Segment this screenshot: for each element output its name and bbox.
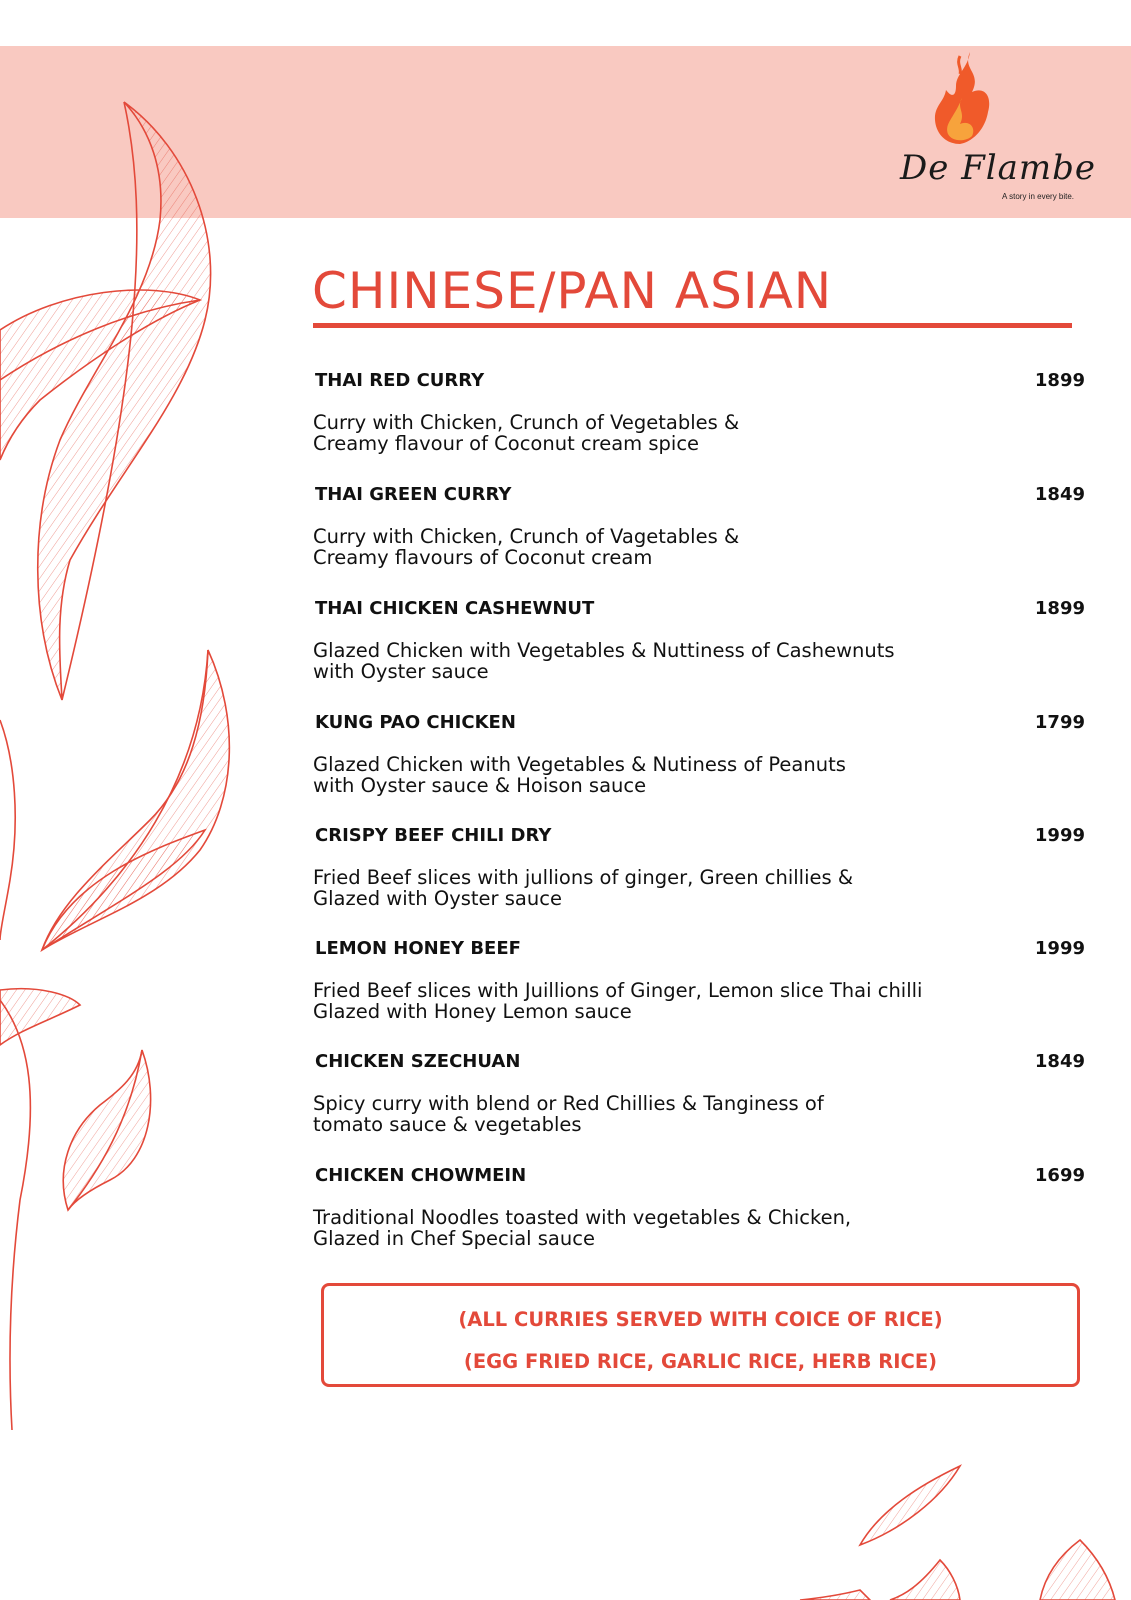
section-title: CHINESE/PAN ASIAN [312, 262, 833, 320]
leaf-sketch-icon [42, 830, 205, 950]
item-description: Traditional Noodles toasted with vegetables & Chicken, Glazed in Chef Special sauce [313, 1206, 852, 1250]
item-price: 1799 [1034, 712, 1085, 733]
menu-item [313, 1165, 1085, 1265]
menu-item [313, 370, 1085, 470]
brand-tagline: A story in every bite. [1002, 192, 1075, 201]
item-price: 1899 [1034, 370, 1085, 391]
leaf-sketch-icon [63, 1050, 150, 1210]
leaf-sketch-icon [0, 989, 80, 1045]
rice-note-box [321, 1283, 1080, 1387]
menu-item [313, 1051, 1085, 1151]
item-name: CHICKEN SZECHUAN [315, 1051, 521, 1072]
item-name: LEMON HONEY BEEF [315, 938, 521, 959]
item-name: THAI GREEN CURRY [315, 484, 512, 505]
item-description: Glazed Chicken with Vegetables & Nuttiness of Cashewnuts with Oyster sauce [313, 639, 895, 683]
leaf-sketch-icon [0, 290, 200, 460]
item-description: Fried Beef slices with jullions of ginger, Green chillies & Glazed with Oyster sauce [313, 866, 854, 910]
item-description: Curry with Chicken, Crunch of Vagetables & Creamy flavours of Coconut cream [313, 525, 740, 569]
menu-item [313, 484, 1085, 584]
menu-item [313, 825, 1085, 925]
item-description: Curry with Chicken, Crunch of Vegetables & Creamy flavour of Coconut cream spice [313, 411, 740, 455]
rice-note-line2: (EGG FRIED RICE, GARLIC RICE, HERB RICE) [463, 1350, 938, 1373]
item-name: KUNG PAO CHICKEN [315, 712, 516, 733]
item-description: Fried Beef slices with Juillions of Ginger, Lemon slice Thai chilli Glazed with Honey Lemon sauce [313, 979, 923, 1023]
menu-item [313, 938, 1085, 1038]
menu-item [313, 712, 1085, 812]
brand-name: De Flambe [900, 148, 1097, 188]
title-divider [313, 323, 1072, 328]
item-name: CRISPY BEEF CHILI DRY [315, 825, 552, 846]
item-price: 1999 [1034, 938, 1085, 959]
menu-item [313, 598, 1085, 698]
item-price: 1699 [1034, 1165, 1085, 1186]
rice-note-line1: (ALL CURRIES SERVED WITH COICE OF RICE) [458, 1308, 943, 1331]
leaf-sketch-icon [860, 1466, 960, 1545]
item-name: CHICKEN CHOWMEIN [315, 1165, 527, 1186]
item-price: 1999 [1034, 825, 1085, 846]
item-name: THAI RED CURRY [315, 370, 485, 391]
leaf-sketch-icon [890, 1560, 960, 1600]
brand-logo [890, 50, 1100, 210]
leaf-sketch-icon [42, 650, 229, 950]
item-description: Spicy curry with blend or Red Chillies & Tanginess of tomato sauce & vegetables [313, 1092, 824, 1136]
leaf-sketch-icon [1040, 1540, 1115, 1600]
leaf-sketch-icon [800, 1590, 870, 1600]
item-description: Glazed Chicken with Vegetables & Nutiness of Peanuts with Oyster sauce & Hoison sauce [313, 753, 846, 797]
flame-icon [890, 50, 1010, 150]
item-price: 1899 [1034, 598, 1085, 619]
item-price: 1849 [1034, 1051, 1085, 1072]
item-price: 1849 [1034, 484, 1085, 505]
item-name: THAI CHICKEN CASHEWNUT [315, 598, 595, 619]
